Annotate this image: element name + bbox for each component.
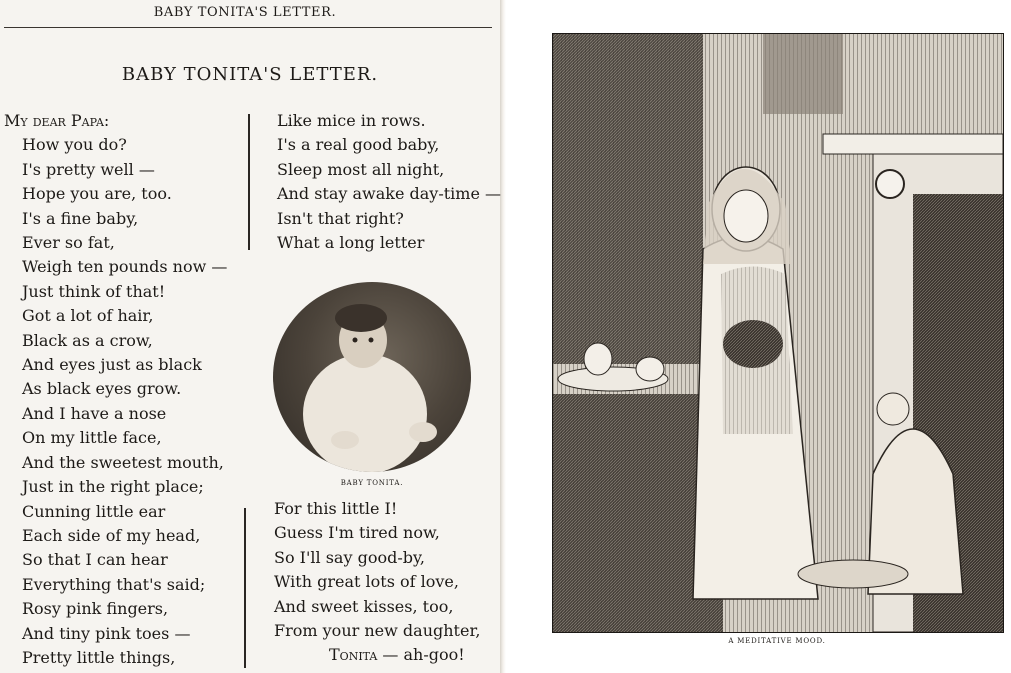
poem-column-1-line: Just think of that! xyxy=(22,281,166,301)
salutation: My dear Papa: xyxy=(4,111,110,130)
poem-column-1-line: I's pretty well — xyxy=(22,159,155,179)
poem-column-1-line: And I have a nose xyxy=(22,403,167,423)
engraving-illustration xyxy=(553,34,1003,632)
poem-column-1-line: How you do? xyxy=(22,135,127,155)
poem-column-1-line: Just in the right place; xyxy=(22,477,204,497)
column-divider-top xyxy=(248,114,250,250)
poem-column-1-line: Hope you are, too. xyxy=(22,184,172,204)
running-head-rule xyxy=(4,27,492,28)
illustration-caption: A MEDITATIVE MOOD. xyxy=(728,637,826,645)
poem-column-2-bottom-line: And sweet kisses, too, xyxy=(274,596,454,616)
poem-column-2-bottom xyxy=(274,497,480,668)
poem-column-2-bottom-line: With great lots of love, xyxy=(274,572,459,592)
poem-column-1-line: And tiny pink toes — xyxy=(22,623,191,643)
poem-title: BABY TONITA'S LETTER. xyxy=(121,64,379,85)
poem-column-2-bottom-line: So I'll say good-by, xyxy=(274,547,425,567)
poem-column-1-line: I's a fine baby, xyxy=(22,208,139,228)
poem-column-2-top-line: Like mice in rows. xyxy=(277,111,426,130)
poem-column-1 xyxy=(4,109,228,670)
poem-column-2-bottom-line: Guess I'm tired now, xyxy=(274,523,440,543)
baby-portrait-photo xyxy=(273,282,471,472)
poem-column-2-bottom-line: From your new daughter, xyxy=(274,621,481,641)
poem-column-1-line: So that I can hear xyxy=(22,550,168,570)
poem-column-2-top-line: Sleep most all night, xyxy=(277,159,445,179)
poem-column-1-line: Rosy pink fingers, xyxy=(22,599,169,619)
poem-column-2-top-line: And stay awake day-time — xyxy=(277,184,502,204)
poem-column-1-line: And the sweetest mouth, xyxy=(22,452,224,472)
poem-column-1-line: On my little face, xyxy=(22,428,162,448)
poem-column-1-line: As black eyes grow. xyxy=(22,379,182,399)
poem-column-2-top-line: Isn't that right? xyxy=(277,208,404,228)
poem-column-2-top-line: What a long letter xyxy=(277,233,425,253)
poem-column-1-line: Cunning little ear xyxy=(22,501,166,521)
signature-tail: — ah-goo! xyxy=(377,645,465,665)
poem-column-1-line: Weigh ten pounds now — xyxy=(22,257,228,277)
column-2-bottom-lines xyxy=(274,497,480,643)
poem-column-1-line: Pretty little things, xyxy=(22,647,176,667)
girl-with-cat-engraving xyxy=(552,33,1004,633)
column-2-top-lines xyxy=(277,109,501,255)
poem-column-1-line: Ever so fat, xyxy=(22,233,115,253)
baby-figure-image xyxy=(273,282,471,472)
poem-column-1-line: Black as a crow, xyxy=(22,330,153,350)
poem-column-2-bottom-line: For this little I! xyxy=(274,499,398,518)
signature-line xyxy=(274,643,480,667)
poem-column-2-top xyxy=(277,109,501,255)
signature-name: Tonita xyxy=(329,645,378,665)
page-fold xyxy=(500,0,506,673)
poem-column-2-top-line: I's a real good baby, xyxy=(277,135,440,155)
poem-column-1-line: And eyes just as black xyxy=(22,355,202,375)
column-1-lines xyxy=(22,133,227,670)
portrait-caption: BABY TONITA. xyxy=(340,479,404,487)
poem-column-1-line: Each side of my head, xyxy=(22,525,201,545)
running-head: BABY TONITA'S LETTER. xyxy=(153,5,337,20)
poem-column-1-line: Everything that's said; xyxy=(22,574,206,594)
poem-column-1-line: Got a lot of hair, xyxy=(22,306,154,326)
column-divider-bottom xyxy=(244,508,246,668)
